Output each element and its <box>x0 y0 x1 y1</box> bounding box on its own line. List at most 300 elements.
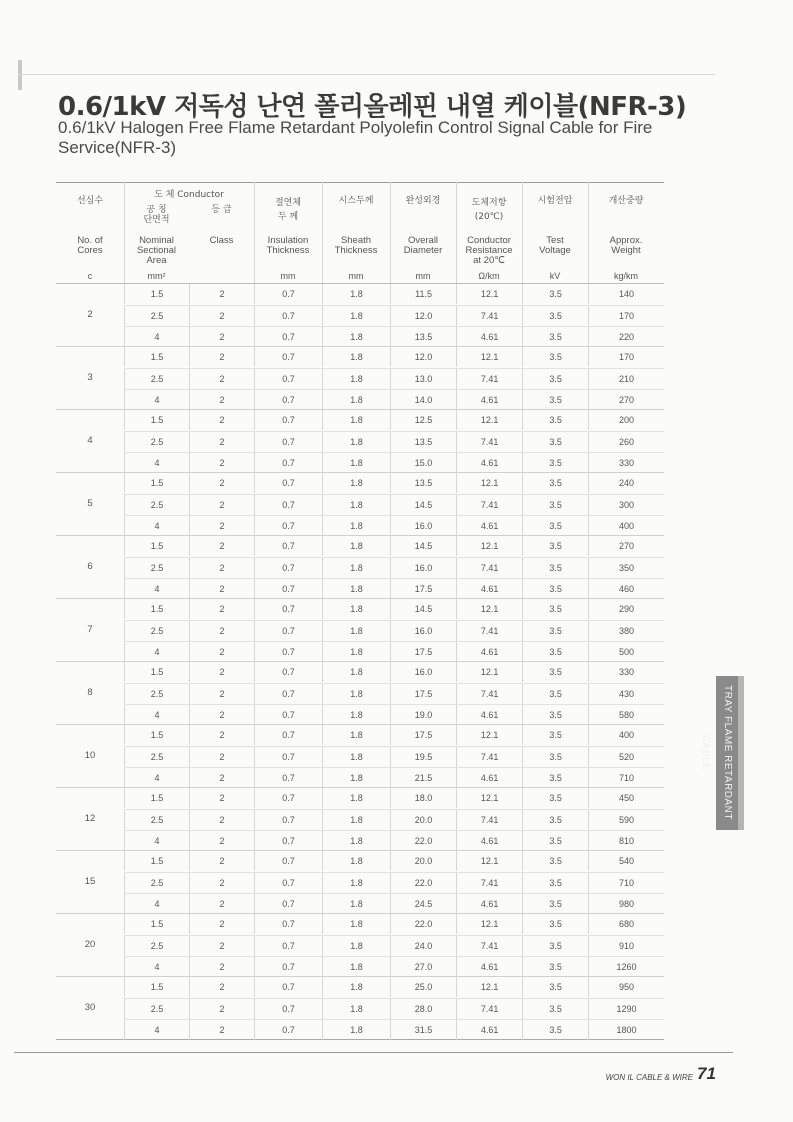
cell-cores: 2 <box>87 309 93 320</box>
cell-class: 2 <box>189 914 254 934</box>
cell-approx-weight: 1800 <box>588 1020 664 1040</box>
cell-test-voltage: 3.5 <box>522 642 588 662</box>
table-group <box>56 977 664 1040</box>
cell-insulation: 0.7 <box>254 725 322 745</box>
cell-conductor-resistance: 7.41 <box>456 306 522 326</box>
table-row <box>124 725 664 745</box>
cell-class: 2 <box>189 684 254 704</box>
cell-class: 2 <box>189 473 254 493</box>
cell-nominal-area: 2.5 <box>124 621 189 641</box>
header-ko-conductor-resistance: 도체저항 (20℃) <box>471 198 507 222</box>
table-row <box>124 1019 664 1040</box>
table-group <box>56 851 664 914</box>
cell-class: 2 <box>189 432 254 452</box>
cell-approx-weight: 710 <box>588 873 664 893</box>
cell-insulation: 0.7 <box>254 306 322 326</box>
cell-insulation: 0.7 <box>254 536 322 556</box>
cell-sheath: 1.8 <box>322 369 390 389</box>
table-row <box>124 851 664 871</box>
cell-nominal-area: 1.5 <box>124 599 189 619</box>
cell-insulation: 0.7 <box>254 957 322 977</box>
table-row <box>124 515 664 536</box>
cell-cores: 12 <box>84 813 96 824</box>
cell-test-voltage: 3.5 <box>522 725 588 745</box>
table-group <box>56 725 664 788</box>
cell-test-voltage: 3.5 <box>522 621 588 641</box>
cell-sheath: 1.8 <box>322 977 390 997</box>
cell-test-voltage: 3.5 <box>522 999 588 1019</box>
cell-overall-diameter: 19.0 <box>390 705 456 725</box>
cell-nominal-area: 1.5 <box>124 473 189 493</box>
header-en-overall-diameter: Overall Diameter <box>403 235 443 256</box>
cell-insulation: 0.7 <box>254 390 322 410</box>
cell-insulation: 0.7 <box>254 621 322 641</box>
table-row <box>124 641 664 662</box>
cell-nominal-area: 4 <box>124 957 189 977</box>
cell-overall-diameter: 17.5 <box>390 684 456 704</box>
cell-approx-weight: 910 <box>588 936 664 956</box>
table-row <box>124 473 664 493</box>
table-row <box>124 872 664 893</box>
cell-class: 2 <box>189 453 254 473</box>
cell-approx-weight: 330 <box>588 662 664 682</box>
cell-overall-diameter: 22.0 <box>390 914 456 934</box>
table-row <box>124 620 664 641</box>
cell-class: 2 <box>189 936 254 956</box>
cell-test-voltage: 3.5 <box>522 662 588 682</box>
cell-insulation: 0.7 <box>254 999 322 1019</box>
cell-sheath: 1.8 <box>322 516 390 536</box>
unit-sheath: mm <box>348 271 364 281</box>
cell-class: 2 <box>189 599 254 619</box>
cell-nominal-area: 2.5 <box>124 936 189 956</box>
table-row <box>124 893 664 914</box>
table-row <box>124 347 664 367</box>
cell-overall-diameter: 20.0 <box>390 851 456 871</box>
cell-overall-diameter: 22.0 <box>390 873 456 893</box>
cell-nominal-area: 4 <box>124 579 189 599</box>
cell-conductor-resistance: 12.1 <box>456 599 522 619</box>
cell-sheath: 1.8 <box>322 642 390 662</box>
cell-approx-weight: 140 <box>588 284 664 304</box>
cell-nominal-area: 4 <box>124 516 189 536</box>
cell-conductor-resistance: 4.61 <box>456 516 522 536</box>
table-row <box>124 431 664 452</box>
cell-overall-diameter: 12.0 <box>390 306 456 326</box>
cell-insulation: 0.7 <box>254 851 322 871</box>
table-row <box>124 368 664 389</box>
table-row <box>124 935 664 956</box>
cell-class: 2 <box>189 957 254 977</box>
cell-cores: 7 <box>87 624 93 635</box>
cell-approx-weight: 170 <box>588 306 664 326</box>
table-row <box>124 746 664 767</box>
cell-conductor-resistance: 4.61 <box>456 327 522 347</box>
cell-insulation: 0.7 <box>254 369 322 389</box>
cell-class: 2 <box>189 516 254 536</box>
cell-insulation: 0.7 <box>254 936 322 956</box>
header-en-insulation: Insulation Thickness <box>266 235 310 256</box>
header-divider-line <box>254 182 255 284</box>
section-side-tab[interactable]: TRAY FLAME RETARDANT CABLE <box>716 676 738 830</box>
table-row <box>124 410 664 430</box>
header-divider-line <box>522 182 523 284</box>
page-title-english: 0.6/1kV Halogen Free Flame Retardant Polyolefin Control Signal Cable for Fire Service(NFR-3) <box>58 118 653 157</box>
cell-approx-weight: 170 <box>588 347 664 367</box>
cell-nominal-area: 1.5 <box>124 977 189 997</box>
cell-insulation: 0.7 <box>254 410 322 430</box>
cell-conductor-resistance: 7.41 <box>456 936 522 956</box>
cell-conductor-resistance: 12.1 <box>456 284 522 304</box>
unit-approx-weight: kg/km <box>613 271 638 281</box>
cell-nominal-area: 2.5 <box>124 810 189 830</box>
cell-approx-weight: 590 <box>588 810 664 830</box>
cell-cores: 15 <box>84 876 96 887</box>
footer-divider <box>14 1052 733 1053</box>
header-en-approx-weight: Approx. Weight <box>609 235 643 256</box>
cell-test-voltage: 3.5 <box>522 516 588 536</box>
table-row <box>124 578 664 599</box>
cell-sheath: 1.8 <box>322 536 390 556</box>
cell-insulation: 0.7 <box>254 788 322 808</box>
unit-nominal-area: mm² <box>147 271 166 281</box>
cell-test-voltage: 3.5 <box>522 306 588 326</box>
cell-test-voltage: 3.5 <box>522 894 588 914</box>
header-divider-line <box>456 182 457 284</box>
table-group <box>56 914 664 977</box>
cable-spec-table <box>56 284 664 1040</box>
header-en-nominal-area: Nominal Sectional Area <box>136 235 177 266</box>
cell-insulation: 0.7 <box>254 705 322 725</box>
cell-nominal-area: 2.5 <box>124 873 189 893</box>
table-row <box>124 536 664 556</box>
cell-conductor-resistance: 4.61 <box>456 642 522 662</box>
cell-insulation: 0.7 <box>254 894 322 914</box>
cell-approx-weight: 240 <box>588 473 664 493</box>
cell-insulation: 0.7 <box>254 284 322 304</box>
cell-nominal-area: 2.5 <box>124 432 189 452</box>
cell-insulation: 0.7 <box>254 662 322 682</box>
cell-test-voltage: 3.5 <box>522 558 588 578</box>
cell-conductor-resistance: 12.1 <box>456 788 522 808</box>
header-ko-nominal-area: 공 칭 단면적 <box>143 205 170 225</box>
table-group <box>56 473 664 536</box>
cell-nominal-area: 1.5 <box>124 536 189 556</box>
table-row <box>124 914 664 934</box>
cell-overall-diameter: 24.5 <box>390 894 456 914</box>
cell-approx-weight: 220 <box>588 327 664 347</box>
cell-insulation: 0.7 <box>254 831 322 851</box>
cell-overall-diameter: 14.5 <box>390 599 456 619</box>
cell-overall-diameter: 21.5 <box>390 768 456 788</box>
cell-test-voltage: 3.5 <box>522 579 588 599</box>
cell-conductor-resistance: 12.1 <box>456 851 522 871</box>
cell-insulation: 0.7 <box>254 747 322 767</box>
cell-nominal-area: 4 <box>124 831 189 851</box>
cell-overall-diameter: 13.5 <box>390 473 456 493</box>
cell-insulation: 0.7 <box>254 684 322 704</box>
cell-nominal-area: 2.5 <box>124 684 189 704</box>
cell-conductor-resistance: 12.1 <box>456 473 522 493</box>
cell-overall-diameter: 28.0 <box>390 999 456 1019</box>
cell-overall-diameter: 11.5 <box>390 284 456 304</box>
cell-sheath: 1.8 <box>322 1020 390 1040</box>
cell-class: 2 <box>189 705 254 725</box>
cell-insulation: 0.7 <box>254 810 322 830</box>
cell-nominal-area: 1.5 <box>124 662 189 682</box>
table-row <box>124 452 664 473</box>
table-row <box>124 767 664 788</box>
cell-test-voltage: 3.5 <box>522 936 588 956</box>
cell-nominal-area: 1.5 <box>124 284 189 304</box>
page-number: 71 <box>697 1064 716 1083</box>
cell-overall-diameter: 19.5 <box>390 747 456 767</box>
cell-sheath: 1.8 <box>322 999 390 1019</box>
cell-insulation: 0.7 <box>254 347 322 367</box>
cell-class: 2 <box>189 894 254 914</box>
cell-sheath: 1.8 <box>322 495 390 515</box>
cell-approx-weight: 380 <box>588 621 664 641</box>
cell-class: 2 <box>189 347 254 367</box>
margin-marker <box>18 60 22 90</box>
cell-overall-diameter: 16.0 <box>390 621 456 641</box>
table-row <box>124 998 664 1019</box>
cell-insulation: 0.7 <box>254 768 322 788</box>
cell-conductor-resistance: 4.61 <box>456 768 522 788</box>
cell-cores: 6 <box>87 561 93 572</box>
cell-sheath: 1.8 <box>322 810 390 830</box>
cell-conductor-resistance: 12.1 <box>456 410 522 430</box>
cell-test-voltage: 3.5 <box>522 347 588 367</box>
table-row <box>124 662 664 682</box>
cell-cores: 10 <box>84 750 96 761</box>
cell-insulation: 0.7 <box>254 473 322 493</box>
cell-nominal-area: 4 <box>124 390 189 410</box>
cell-insulation: 0.7 <box>254 327 322 347</box>
cell-cores: 20 <box>84 939 96 950</box>
table-row <box>124 389 664 410</box>
cell-nominal-area: 1.5 <box>124 914 189 934</box>
table-top-rule <box>56 182 664 183</box>
cell-test-voltage: 3.5 <box>522 432 588 452</box>
cell-class: 2 <box>189 306 254 326</box>
cell-sheath: 1.8 <box>322 306 390 326</box>
header-ko-test-voltage: 시험전압 <box>537 196 573 206</box>
cell-overall-diameter: 13.5 <box>390 432 456 452</box>
cell-test-voltage: 3.5 <box>522 768 588 788</box>
cell-conductor-resistance: 7.41 <box>456 369 522 389</box>
cell-overall-diameter: 14.5 <box>390 495 456 515</box>
cell-overall-diameter: 31.5 <box>390 1020 456 1040</box>
cell-approx-weight: 350 <box>588 558 664 578</box>
side-tab-edge <box>738 676 744 830</box>
unit-overall-diameter: mm <box>415 271 431 281</box>
cell-insulation: 0.7 <box>254 579 322 599</box>
cell-sheath: 1.8 <box>322 851 390 871</box>
cell-overall-diameter: 25.0 <box>390 977 456 997</box>
cell-conductor-resistance: 7.41 <box>456 495 522 515</box>
cell-overall-diameter: 16.0 <box>390 516 456 536</box>
cell-approx-weight: 400 <box>588 725 664 745</box>
cell-sheath: 1.8 <box>322 768 390 788</box>
cell-insulation: 0.7 <box>254 599 322 619</box>
header-en-sheath: Sheath Thickness <box>334 235 378 256</box>
table-row <box>124 956 664 977</box>
cell-conductor-resistance: 12.1 <box>456 977 522 997</box>
cell-class: 2 <box>189 725 254 745</box>
cell-sheath: 1.8 <box>322 747 390 767</box>
cell-approx-weight: 270 <box>588 390 664 410</box>
header-en-cores: No. of Cores <box>77 235 103 256</box>
cell-conductor-resistance: 4.61 <box>456 1020 522 1040</box>
cell-approx-weight: 400 <box>588 516 664 536</box>
cell-nominal-area: 1.5 <box>124 347 189 367</box>
cell-nominal-area: 2.5 <box>124 306 189 326</box>
cell-sheath: 1.8 <box>322 599 390 619</box>
cell-class: 2 <box>189 873 254 893</box>
table-row <box>124 557 664 578</box>
cell-class: 2 <box>189 1020 254 1040</box>
cell-nominal-area: 2.5 <box>124 369 189 389</box>
cell-class: 2 <box>189 579 254 599</box>
table-row <box>124 305 664 326</box>
cell-conductor-resistance: 7.41 <box>456 432 522 452</box>
cell-approx-weight: 680 <box>588 914 664 934</box>
header-divider-line <box>390 182 391 284</box>
cell-approx-weight: 460 <box>588 579 664 599</box>
cell-approx-weight: 710 <box>588 768 664 788</box>
cell-test-voltage: 3.5 <box>522 284 588 304</box>
header-ko-cores: 선심수 <box>76 196 104 206</box>
cell-nominal-area: 2.5 <box>124 747 189 767</box>
cell-class: 2 <box>189 369 254 389</box>
cell-class: 2 <box>189 327 254 347</box>
cell-sheath: 1.8 <box>322 957 390 977</box>
cell-test-voltage: 3.5 <box>522 536 588 556</box>
cell-insulation: 0.7 <box>254 495 322 515</box>
table-row <box>124 809 664 830</box>
cell-nominal-area: 2.5 <box>124 999 189 1019</box>
cell-conductor-resistance: 7.41 <box>456 621 522 641</box>
table-group <box>56 662 664 725</box>
cell-class: 2 <box>189 831 254 851</box>
cell-test-voltage: 3.5 <box>522 851 588 871</box>
header-divider-line <box>588 182 589 284</box>
cell-test-voltage: 3.5 <box>522 705 588 725</box>
table-group <box>56 788 664 851</box>
cell-class: 2 <box>189 747 254 767</box>
cell-class: 2 <box>189 536 254 556</box>
cell-approx-weight: 450 <box>588 788 664 808</box>
cell-approx-weight: 580 <box>588 705 664 725</box>
unit-insulation: mm <box>280 271 296 281</box>
cell-overall-diameter: 13.0 <box>390 369 456 389</box>
header-divider-line <box>322 182 323 284</box>
cell-conductor-resistance: 7.41 <box>456 810 522 830</box>
cell-overall-diameter: 24.0 <box>390 936 456 956</box>
cell-class: 2 <box>189 999 254 1019</box>
cell-overall-diameter: 14.0 <box>390 390 456 410</box>
cell-approx-weight: 520 <box>588 747 664 767</box>
cell-sheath: 1.8 <box>322 788 390 808</box>
cell-insulation: 0.7 <box>254 432 322 452</box>
cell-class: 2 <box>189 662 254 682</box>
cell-sheath: 1.8 <box>322 579 390 599</box>
cell-overall-diameter: 27.0 <box>390 957 456 977</box>
footer-brand: WON IL CABLE & WIRE <box>605 1073 693 1082</box>
cell-conductor-resistance: 4.61 <box>456 831 522 851</box>
cell-nominal-area: 4 <box>124 894 189 914</box>
cell-nominal-area: 1.5 <box>124 851 189 871</box>
cell-nominal-area: 4 <box>124 327 189 347</box>
cell-overall-diameter: 17.5 <box>390 642 456 662</box>
cell-class: 2 <box>189 977 254 997</box>
cell-class: 2 <box>189 558 254 578</box>
cell-test-voltage: 3.5 <box>522 957 588 977</box>
cell-sheath: 1.8 <box>322 390 390 410</box>
header-ko-conductor: 도 체 Conductor <box>154 190 224 200</box>
cell-test-voltage: 3.5 <box>522 369 588 389</box>
cell-nominal-area: 2.5 <box>124 558 189 578</box>
cell-overall-diameter: 17.5 <box>390 725 456 745</box>
cell-test-voltage: 3.5 <box>522 914 588 934</box>
cell-test-voltage: 3.5 <box>522 495 588 515</box>
cell-approx-weight: 540 <box>588 851 664 871</box>
cell-test-voltage: 3.5 <box>522 327 588 347</box>
cell-sheath: 1.8 <box>322 432 390 452</box>
cell-conductor-resistance: 7.41 <box>456 999 522 1019</box>
cell-overall-diameter: 12.0 <box>390 347 456 367</box>
cell-conductor-resistance: 4.61 <box>456 957 522 977</box>
cell-overall-diameter: 17.5 <box>390 579 456 599</box>
unit-cores: c <box>87 271 93 281</box>
cell-conductor-resistance: 12.1 <box>456 914 522 934</box>
cell-sheath: 1.8 <box>322 327 390 347</box>
cell-conductor-resistance: 12.1 <box>456 347 522 367</box>
page-title-korean: 0.6/1kV 저독성 난연 폴리올레핀 내열 케이블(NFR-3) <box>58 92 687 122</box>
cell-approx-weight: 260 <box>588 432 664 452</box>
table-row <box>124 704 664 725</box>
cell-overall-diameter: 16.0 <box>390 558 456 578</box>
cell-nominal-area: 4 <box>124 642 189 662</box>
cell-conductor-resistance: 4.61 <box>456 453 522 473</box>
cell-approx-weight: 270 <box>588 536 664 556</box>
cell-insulation: 0.7 <box>254 1020 322 1040</box>
cell-sheath: 1.8 <box>322 894 390 914</box>
cell-sheath: 1.8 <box>322 473 390 493</box>
cell-test-voltage: 3.5 <box>522 599 588 619</box>
cell-insulation: 0.7 <box>254 453 322 473</box>
cell-cores: 30 <box>84 1002 96 1013</box>
cell-cores: 4 <box>87 435 93 446</box>
cell-sheath: 1.8 <box>322 621 390 641</box>
cell-overall-diameter: 15.0 <box>390 453 456 473</box>
header-ko-overall-diameter: 완성외경 <box>405 196 441 206</box>
cell-test-voltage: 3.5 <box>522 410 588 430</box>
cell-test-voltage: 3.5 <box>522 1020 588 1040</box>
cell-insulation: 0.7 <box>254 558 322 578</box>
cell-conductor-resistance: 7.41 <box>456 684 522 704</box>
cell-approx-weight: 200 <box>588 410 664 430</box>
cell-cores: 8 <box>87 687 93 698</box>
cell-test-voltage: 3.5 <box>522 977 588 997</box>
cell-nominal-area: 4 <box>124 705 189 725</box>
cell-sheath: 1.8 <box>322 936 390 956</box>
unit-conductor-resistance: Ω/km <box>478 271 500 281</box>
cell-cores: 5 <box>87 498 93 509</box>
cell-conductor-resistance: 7.41 <box>456 558 522 578</box>
cell-approx-weight: 810 <box>588 831 664 851</box>
